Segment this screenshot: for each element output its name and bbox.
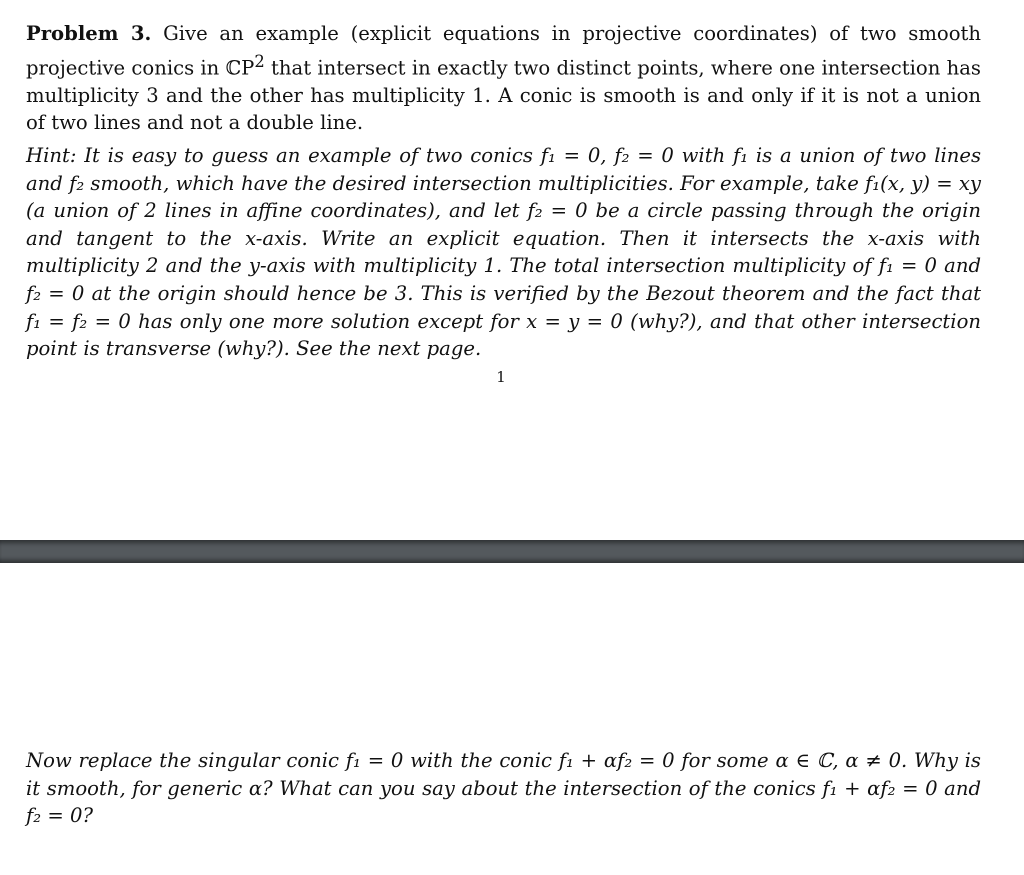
cp-symbol: ℂP (225, 56, 255, 80)
page-separator (0, 540, 1024, 563)
hint-label: Hint: (26, 144, 77, 167)
problem-text-1: Give an example (explicit equations in projective coordinates) of two smooth projective conics in (26, 22, 981, 80)
hint-text: It is easy to guess an example of two conics f₁ = 0, f₂ = 0 with f₁ is a union of two lines and f₂ smooth, which have the desired intersection multiplicities. For example, take f₁(x, y) = xy (a union of 2 lines in affine coordinates), and let f₂ = 0 be a circle passing through the origin and tangent to the x-axis. Write an explicit equation. Then it intersects the x-axis with multiplicity 2 and the y-axis with multiplicity 1. The total intersection multiplicity of f₁ = 0 and f₂ = 0 at the origin should hence be 3. This is verified by the Bezout theorem and the fact that f₁ = f₂ = 0 has only one more solution except for x = y = 0 (why?), and that other intersection point is transverse (why?). See the next page. (26, 144, 981, 361)
followup-paragraph: Now replace the singular conic f₁ = 0 with the conic f₁ + αf₂ = 0 for some α ∈ ℂ, α ≠ 0. Why is it smooth, for generic α? What can you say about the intersection of the conics f₁ + αf₂ = 0 and f₂ = 0? (26, 749, 981, 828)
problem-text-2: that intersect in exactly two distinct points, where one intersection has multiplicity 3 and the other has multiplicity 1. A conic is smooth is and only if it is not a union of two lines and not a double line. (26, 56, 981, 135)
hint-paragraph (26, 142, 981, 363)
page-number: 1 (496, 368, 506, 386)
problem-label: Problem 3. (26, 22, 152, 45)
problem-paragraph (26, 20, 981, 137)
cp-exponent: 2 (254, 51, 265, 71)
